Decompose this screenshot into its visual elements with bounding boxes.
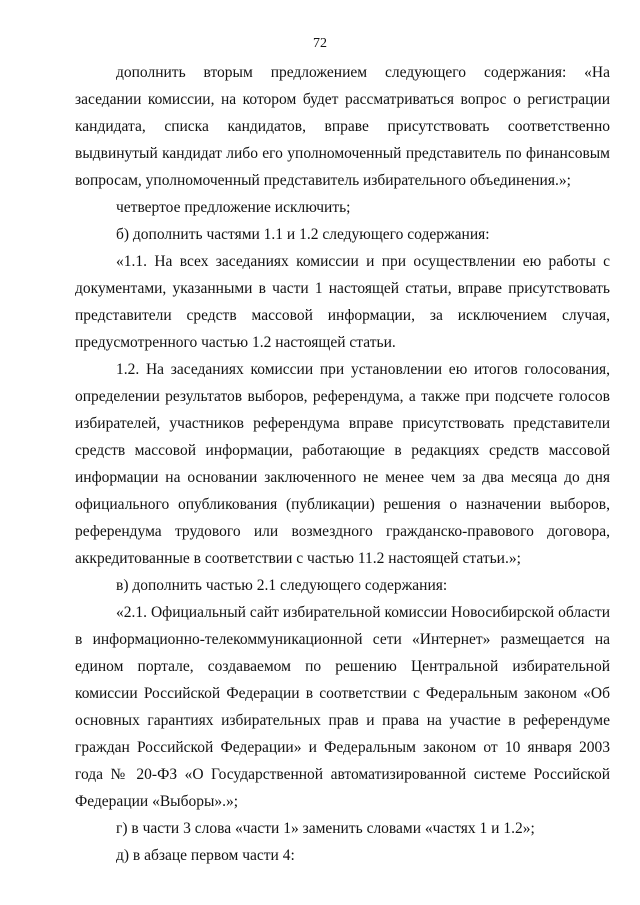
paragraph-3: б) дополнить частями 1.1 и 1.2 следующего содержания:	[116, 226, 490, 243]
paragraph-1: дополнить вторым предложением следующего содержания: «На заседании комиссии, на котором будет рассматриваться вопрос о регистрации кандидата, списка кандидатов, вправе присутствовать соответственно выдвинутый кандидат либо его уполномоченный представитель по финансовым вопросам, уполномоченный представитель избирательного объединения.»;	[75, 64, 610, 189]
page-number: 72	[313, 36, 327, 51]
paragraph-7: «2.1. Официальный сайт избирательной комиссии Новосибирской области в информационно-телекоммуникационной сети «Интернет» размещается на едином портале, создаваемом по решению Центральной избирательной комиссии Российской Федерации в соответствии с Федеральным законом «Об основных гарантиях избирательных прав и права на участие в референдуме граждан Российской Федерации» и Федеральным законом от 10 января 2003 года № 20-ФЗ «О Государственной автоматизированной системе Российской Федерации «Выборы».»;	[75, 604, 610, 810]
paragraph-8: г) в части 3 слова «части 1» заменить словами «частях 1 и 1.2»;	[116, 820, 535, 837]
paragraph-9: д) в абзаце первом части 4:	[116, 847, 295, 864]
paragraph-2: четвертое предложение исключить;	[116, 199, 351, 216]
document-body	[75, 59, 610, 869]
paragraph-5: 1.2. На заседаниях комиссии при установлении ею итогов голосования, определении результатов выборов, референдума, а также при подсчете голосов избирателей, участников референдума вправе присутствовать представители средств массовой информации, работающие в редакциях средств массовой информации на основании заключенного не менее чем за два месяца до дня официального опубликования (публикации) решения о назначении выборов, референдума трудового или возмездного гражданско-правового договора, аккредитованные в соответствии с частью 11.2 настоящей статьи.»;	[75, 361, 610, 567]
paragraph-4: «1.1. На всех заседаниях комиссии и при осуществлении ею работы с документами, указанными в части 1 настоящей статьи, вправе присутствовать представители средств массовой информации, за исключением случая, предусмотренного частью 1.2 настоящей статьи.	[75, 253, 610, 351]
paragraph-6: в) дополнить частью 2.1 следующего содержания:	[116, 577, 448, 594]
